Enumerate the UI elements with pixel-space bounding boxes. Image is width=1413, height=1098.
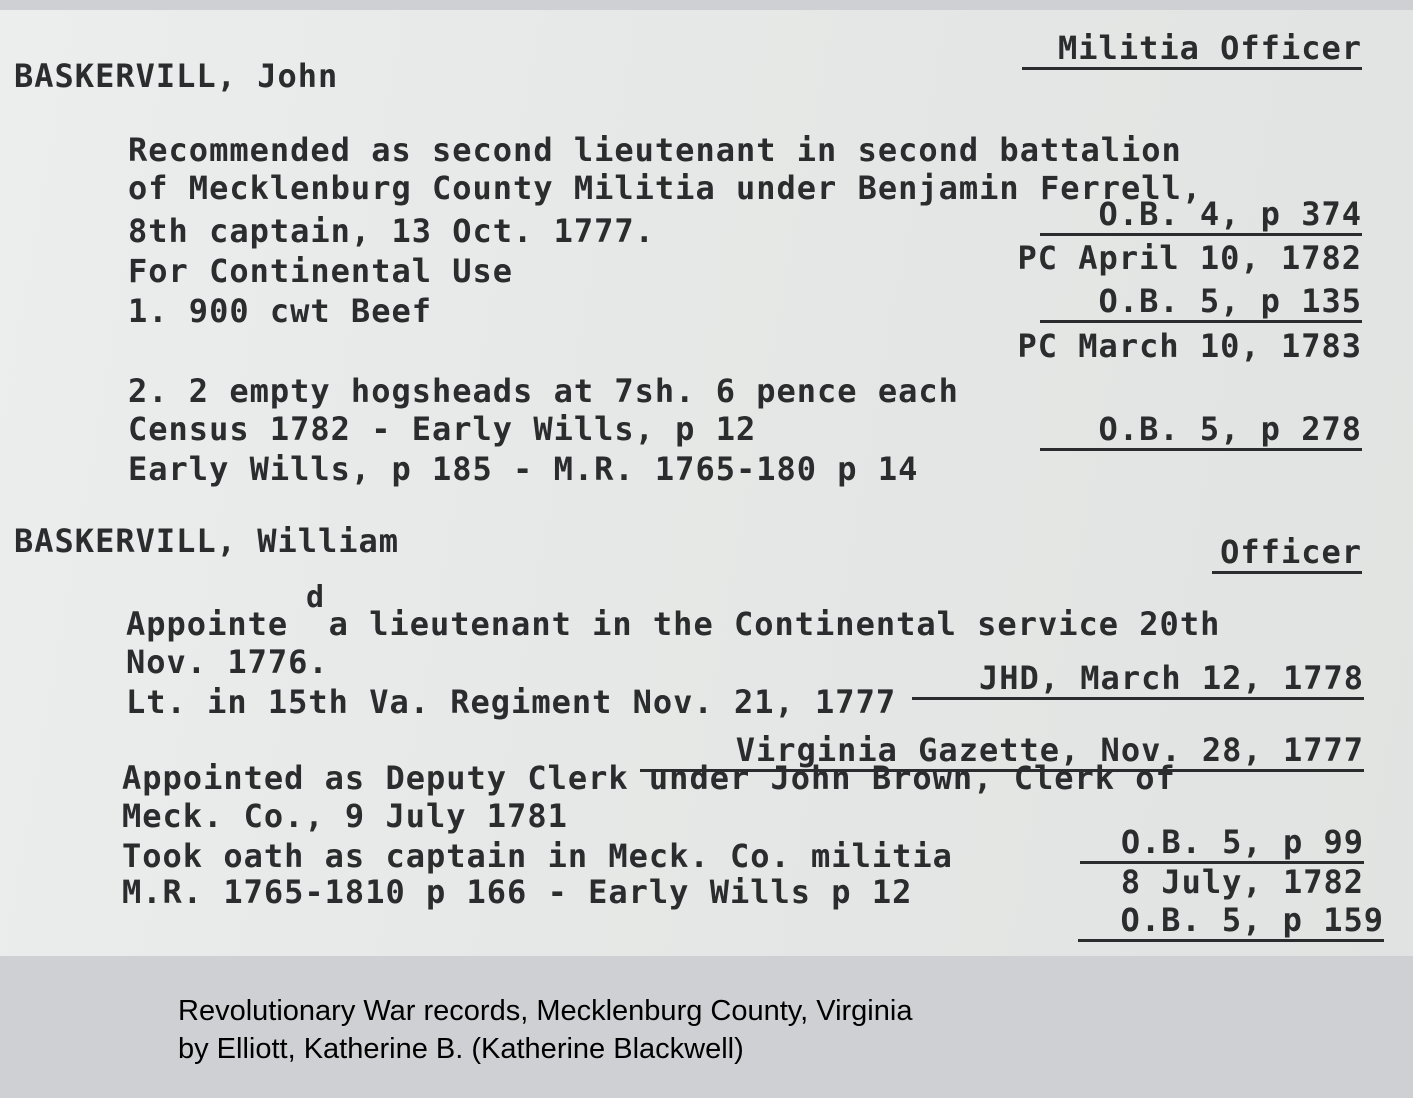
- record2-category: Officer: [1212, 536, 1362, 574]
- record2-line: Appointed as Deputy Clerk under John Brown, Clerk of: [122, 759, 1176, 797]
- record1-line: For Continental Use: [128, 252, 514, 290]
- record2-line: Lt. in 15th Va. Regiment Nov. 21, 1777: [126, 683, 897, 721]
- record1-ref: O.B. 5, p 135: [1040, 285, 1362, 323]
- record1-ref: PC April 10, 1782: [1017, 239, 1362, 277]
- record1-line: 2. 2 empty hogsheads at 7sh. 6 pence each: [128, 372, 959, 410]
- record1-line: Early Wills, p 185 - M.R. 1765-180 p 14: [128, 450, 919, 488]
- record2-ref: 8 July, 1782: [1120, 863, 1364, 901]
- record2-correction: d: [306, 580, 325, 615]
- record2-line: Took oath as captain in Meck. Co. militia: [122, 837, 953, 875]
- record2-line: Meck. Co., 9 July 1781: [122, 797, 568, 835]
- record1-line: of Mecklenburg County Militia under Benjamin Ferrell,: [128, 169, 1203, 207]
- record2-line: M.R. 1765-1810 p 166 - Early Wills p 12: [122, 873, 913, 911]
- record2-ref: O.B. 5, p 159: [1078, 904, 1384, 942]
- caption-author: by Elliott, Katherine B. (Katherine Blackwell): [178, 1033, 744, 1065]
- record1-line: Recommended as second lieutenant in second battalion: [128, 131, 1182, 169]
- record2-line: Appointe a lieutenant in the Continental service 20th: [126, 605, 1221, 643]
- record1-ref: PC March 10, 1783: [1017, 327, 1362, 365]
- record1-ref: O.B. 4, p 374: [1040, 198, 1362, 236]
- record1-line: Census 1782 - Early Wills, p 12: [128, 410, 757, 448]
- record2-name: BASKERVILL, William: [14, 522, 400, 560]
- record2-ref: Virginia Gazette, Nov. 28, 1777: [640, 734, 1364, 772]
- record2-ref: O.B. 5, p 99: [1080, 826, 1364, 864]
- document-page: [0, 10, 1413, 956]
- record1-line: 1. 900 cwt Beef: [128, 292, 432, 330]
- record2-ref: JHD, March 12, 1778: [912, 662, 1364, 700]
- record1-ref: O.B. 5, p 278: [1040, 413, 1362, 451]
- record1-line: 8th captain, 13 Oct. 1777.: [128, 212, 655, 250]
- record1-name: BASKERVILL, John: [14, 57, 339, 95]
- caption-title: Revolutionary War records, Mecklenburg County, Virginia: [178, 995, 913, 1027]
- record1-category: Militia Officer: [1022, 32, 1362, 70]
- record2-line: Nov. 1776.: [126, 643, 329, 681]
